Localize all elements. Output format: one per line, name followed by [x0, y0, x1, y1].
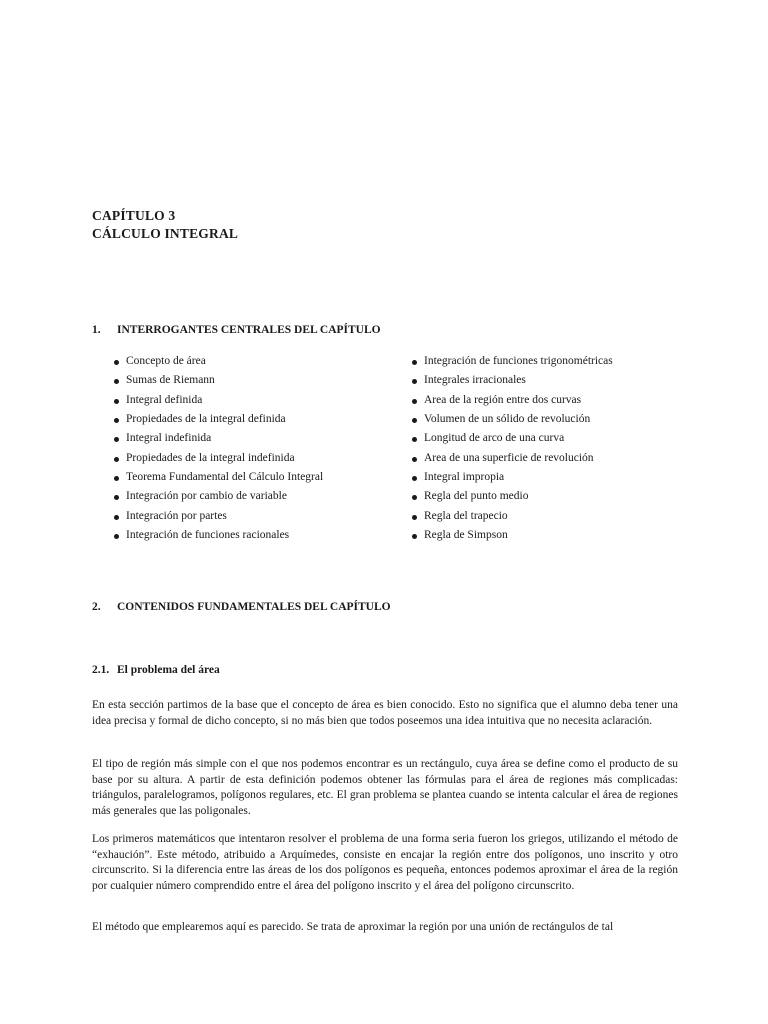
section-1-number: 1. — [92, 324, 101, 336]
topic-list — [112, 352, 680, 545]
list-item: Integral definida — [112, 391, 410, 410]
list-item: Longitud de arco de una curva — [410, 429, 680, 448]
list-item: Sumas de Riemann — [112, 371, 410, 390]
chapter-heading — [92, 207, 238, 243]
list-item: Integrales irracionales — [410, 371, 680, 390]
list-item: Area de la región entre dos curvas — [410, 391, 680, 410]
chapter-title: CÁLCULO INTEGRAL — [92, 226, 239, 241]
list-item: Integración por cambio de variable — [112, 487, 410, 506]
section-2-number: 2. — [92, 601, 101, 613]
list-item: Regla del punto medio — [410, 487, 680, 506]
topic-list-left — [112, 352, 410, 545]
list-item: Integración de funciones trigonométricas — [410, 352, 680, 371]
paragraph: El método que emplearemos aquí es parecido. Se trata de aproximar la región por una unión de rectángulos de tal — [92, 921, 614, 933]
list-item: Area de una superficie de revolución — [410, 449, 680, 468]
topic-list-right — [410, 352, 680, 545]
list-item: Integración de funciones racionales — [112, 526, 410, 545]
list-item: Teorema Fundamental del Cálculo Integral — [112, 468, 410, 487]
subsection-2-1-heading — [92, 664, 220, 676]
list-item: Regla del trapecio — [410, 507, 680, 526]
list-item: Concepto de área — [112, 352, 410, 371]
subsection-2-1-number: 2.1. — [92, 664, 110, 676]
list-item: Propiedades de la integral definida — [112, 410, 410, 429]
list-item: Regla de Simpson — [410, 526, 680, 545]
paragraph: Los primeros matemáticos que intentaron resolver el problema de una forma seria fueron los griegos, utilizando el método de “exhaución”. Este método, atribuido a Arquímedes, consiste en encajar la región entre dos polígonos, uno inscrito y otro circunscrito. Si la diferencia entre las áreas de los dos polígonos es pequeña, entonces podemos aproximar el área de la región por cualquier número comprendido entre el área del polígono inscrito y el área del polígono circunscrito. — [92, 833, 678, 892]
subsection-2-1-title: El problema del área — [117, 664, 220, 676]
list-item: Volumen de un sólido de revolución — [410, 410, 680, 429]
section-1-heading — [92, 324, 381, 336]
chapter-number: CAPÍTULO 3 — [92, 208, 176, 223]
document-page — [92, 0, 680, 1024]
paragraph: En esta sección partimos de la base que el concepto de área es bien conocido. Esto no significa que el alumno deba tener una idea precisa y formal de dicho concepto, si no más bien que todos poseemos una idea intuitiva que no necesita aclaración. — [92, 699, 678, 727]
paragraph: El tipo de región más simple con el que nos podemos encontrar es un rectángulo, cuya área se define como el producto de su base por su altura. A partir de esta definición podemos obtener las fórmulas para el área de regiones más complicadas: triángulos, paralelogramos, polígonos regulares, etc. El gran problema se plantea cuando se intenta calcular el área de regiones más generales que las poligonales. — [92, 758, 678, 817]
section-2-heading — [92, 601, 391, 613]
section-1-title: INTERROGANTES CENTRALES DEL CAPÍTULO — [117, 324, 381, 336]
section-2-title: CONTENIDOS FUNDAMENTALES DEL CAPÍTULO — [117, 601, 391, 613]
list-item: Integral impropia — [410, 468, 680, 487]
list-item: Integración por partes — [112, 507, 410, 526]
list-item: Integral indefinida — [112, 429, 410, 448]
list-item: Propiedades de la integral indefinida — [112, 449, 410, 468]
